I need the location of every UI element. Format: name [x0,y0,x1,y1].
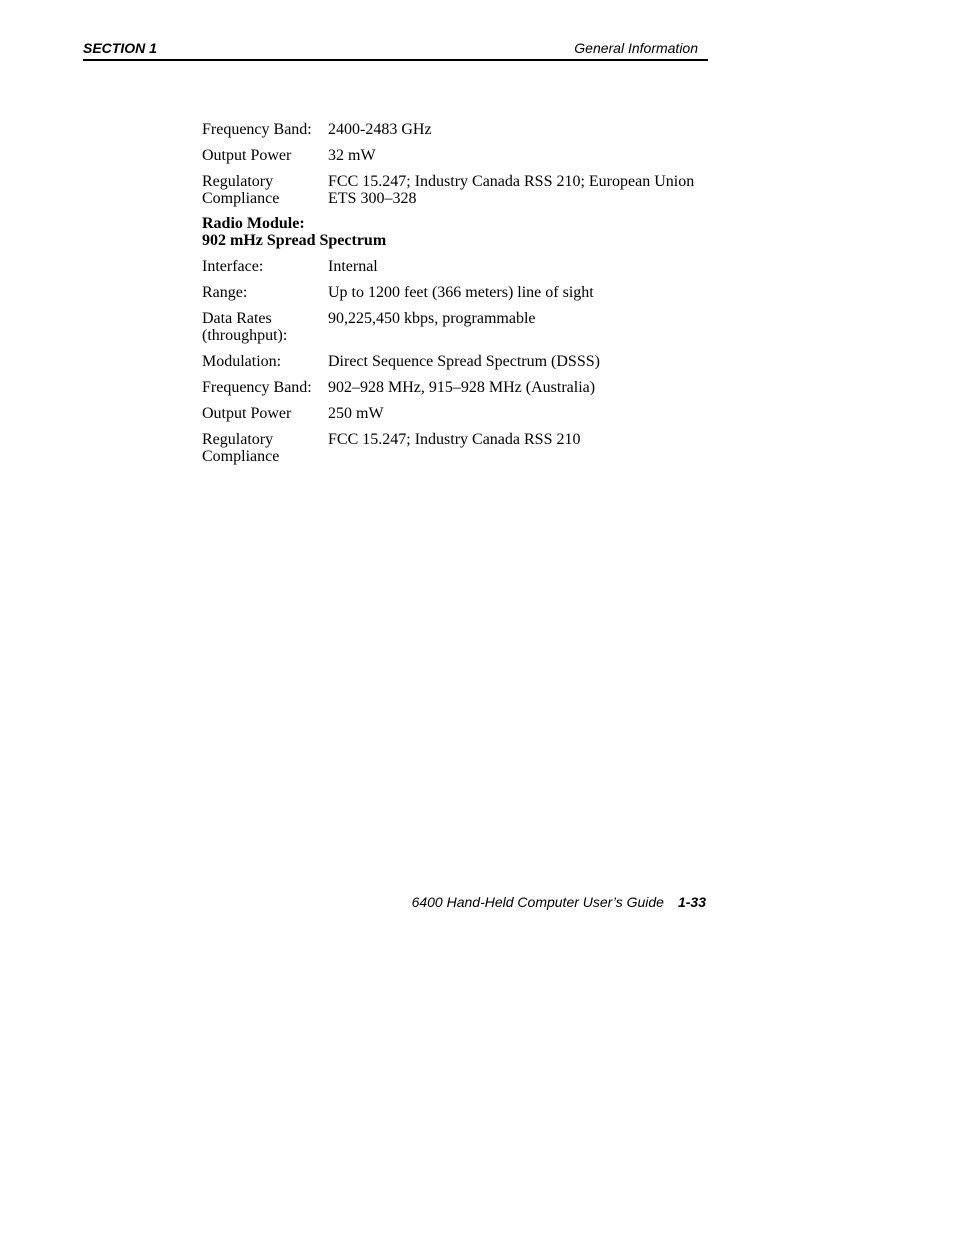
spec-label: Regulatory Compliance [202,431,280,465]
spec-label: Range: [202,284,248,301]
spec-label: Regulatory Compliance [202,173,280,207]
heading-line: 902 mHz Spread Spectrum [202,232,387,249]
page-footer [412,894,706,910]
spec-row [202,379,722,396]
spec-block [202,121,722,474]
spec-value: 90,225,450 kbps, programmable [328,310,536,327]
spec-value: 902–928 MHz, 915–928 MHz (Australia) [328,379,596,396]
section-label: SECTION 1 [83,40,157,56]
spec-row [202,353,722,370]
spec-label: Data Rates (throughput): [202,310,288,344]
spec-value: Direct Sequence Spread Spectrum (DSSS) [328,353,600,370]
spec-row [202,173,722,207]
spec-value: FCC 15.247; Industry Canada RSS 210 [328,431,581,448]
spec-value: Up to 1200 feet (366 meters) line of sight [328,284,594,301]
chapter-title: General Information [574,40,698,56]
spec-value: 250 mW [328,405,384,422]
document-title: 6400 Hand-Held Computer User’s Guide [411,894,664,910]
section-heading [202,215,722,249]
spec-row [202,431,722,465]
spec-value: 32 mW [328,147,376,164]
spec-row [202,310,722,344]
spec-label: Output Power [202,405,292,422]
spec-row [202,258,722,275]
spec-label: Frequency Band: [202,121,312,138]
spec-label: Modulation: [202,353,282,370]
page-number: 1-33 [677,894,706,910]
spec-label: Interface: [202,258,264,275]
spec-row [202,405,722,422]
spec-row [202,121,722,138]
spec-label: Output Power [202,147,292,164]
spec-row [202,284,722,301]
page-header [83,39,708,61]
heading-line: Radio Module: [202,215,305,232]
spec-row [202,147,722,164]
spec-label: Frequency Band: [202,379,312,396]
spec-value: FCC 15.247; Industry Canada RSS 210; European Union ETS 300–328 [328,173,695,207]
spec-value: Internal [328,258,378,275]
spec-value: 2400-2483 GHz [328,121,432,138]
